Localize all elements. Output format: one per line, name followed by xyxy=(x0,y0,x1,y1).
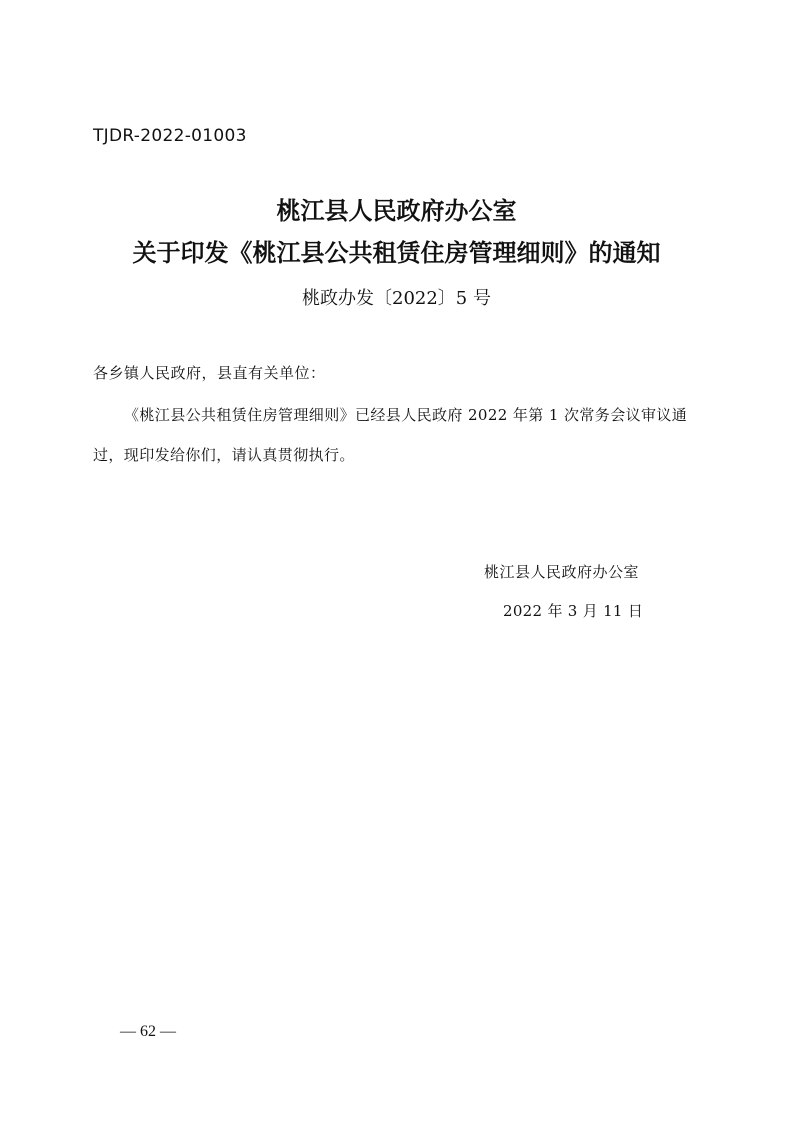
document-title-line-1: 桃江县人民政府办公室 xyxy=(276,197,517,225)
document-code: TJDR-2022-01003 xyxy=(93,126,247,146)
issue-number: 桃政办发〔2022〕5 号 xyxy=(302,288,491,309)
page-number: — 62 — xyxy=(120,1023,176,1040)
signature-organization: 桃江县人民政府办公室 xyxy=(484,563,640,581)
salutation: 各乡镇人民政府，县直有关单位： xyxy=(93,364,326,382)
document-title-line-2: 关于印发《桃江县公共租赁住房管理细则》的通知 xyxy=(132,239,661,267)
body-text-line-1: 《桃江县公共租赁住房管理细则》已经县人民政府 2022 年第 1 次常务会议审议通 xyxy=(124,406,688,424)
body-text-line-2: 过，现印发给你们，请认真贯彻执行。 xyxy=(93,446,355,464)
signature-date: 2022 年 3 月 11 日 xyxy=(503,602,644,620)
